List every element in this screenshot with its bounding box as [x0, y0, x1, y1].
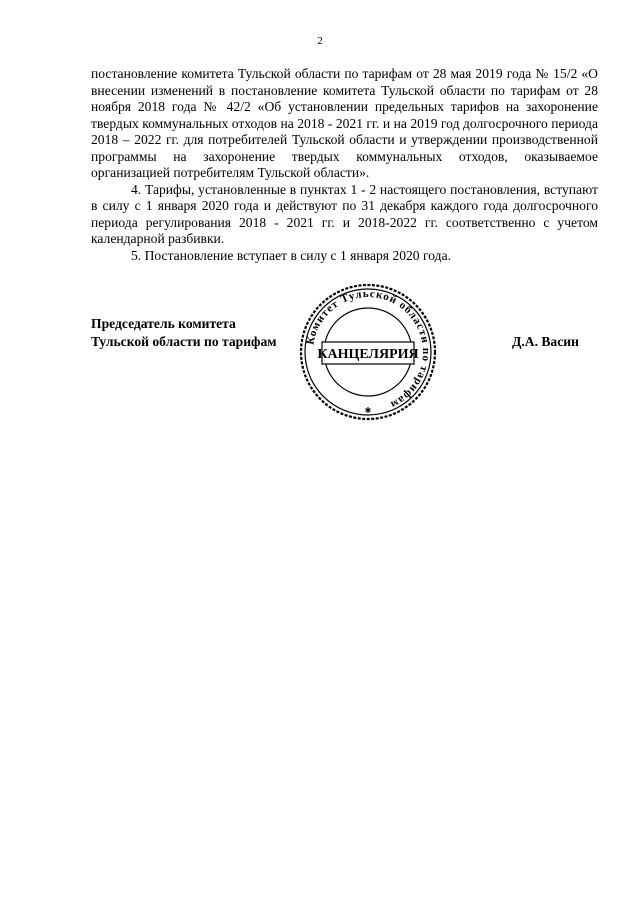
- stamp-ring-text: Комитет Тульской области по тарифам: [304, 287, 433, 411]
- paragraph-item-4: 4. Тарифы, установленные в пунктах 1 - 2 настоящего постановления, вступают в силу с 1 января 2020 года и действуют по 31 декабря каждого года долгосрочного периода регулирования 2018 - 2021 гг. и 2018-2022 гг. соответственно с учетом календарной разбивки.: [91, 181, 598, 246]
- paragraph-item-5: 5. Постановление вступает в силу с 1 января 2020 года.: [131, 247, 451, 263]
- signatory-name: Д.А. Васин: [512, 334, 579, 349]
- stamp-center-text: КАНЦЕЛЯРИЯ: [317, 347, 419, 362]
- document-body: [91, 66, 598, 264]
- office-stamp-icon: [298, 282, 438, 422]
- signatory-position: [91, 315, 277, 351]
- paragraph-continuation: постановление комитета Тульской области по тарифам от 28 мая 2019 года № 15/2 «О внесении изменений в постановление комитета Тульской области по тарифам от 28 ноября 2018 года № 42/2 «Об установлении предельных тарифов на захоронение твердых коммунальных отходов на 2018 - 2021 гг. и на 2019 год долгосрочного периода 2018 – 2022 гг. для потребителей Тульской области и утверждении производственной программы на захоронение твердых коммунальных отходов, оказываемое организацией потребителям Тульской области».: [91, 66, 598, 180]
- position-line-2: Тульской области по тарифам: [91, 334, 277, 349]
- svg-text:✱: ✱: [364, 406, 372, 415]
- page-number: 2: [317, 35, 323, 47]
- position-line-1: Председатель комитета: [91, 316, 236, 331]
